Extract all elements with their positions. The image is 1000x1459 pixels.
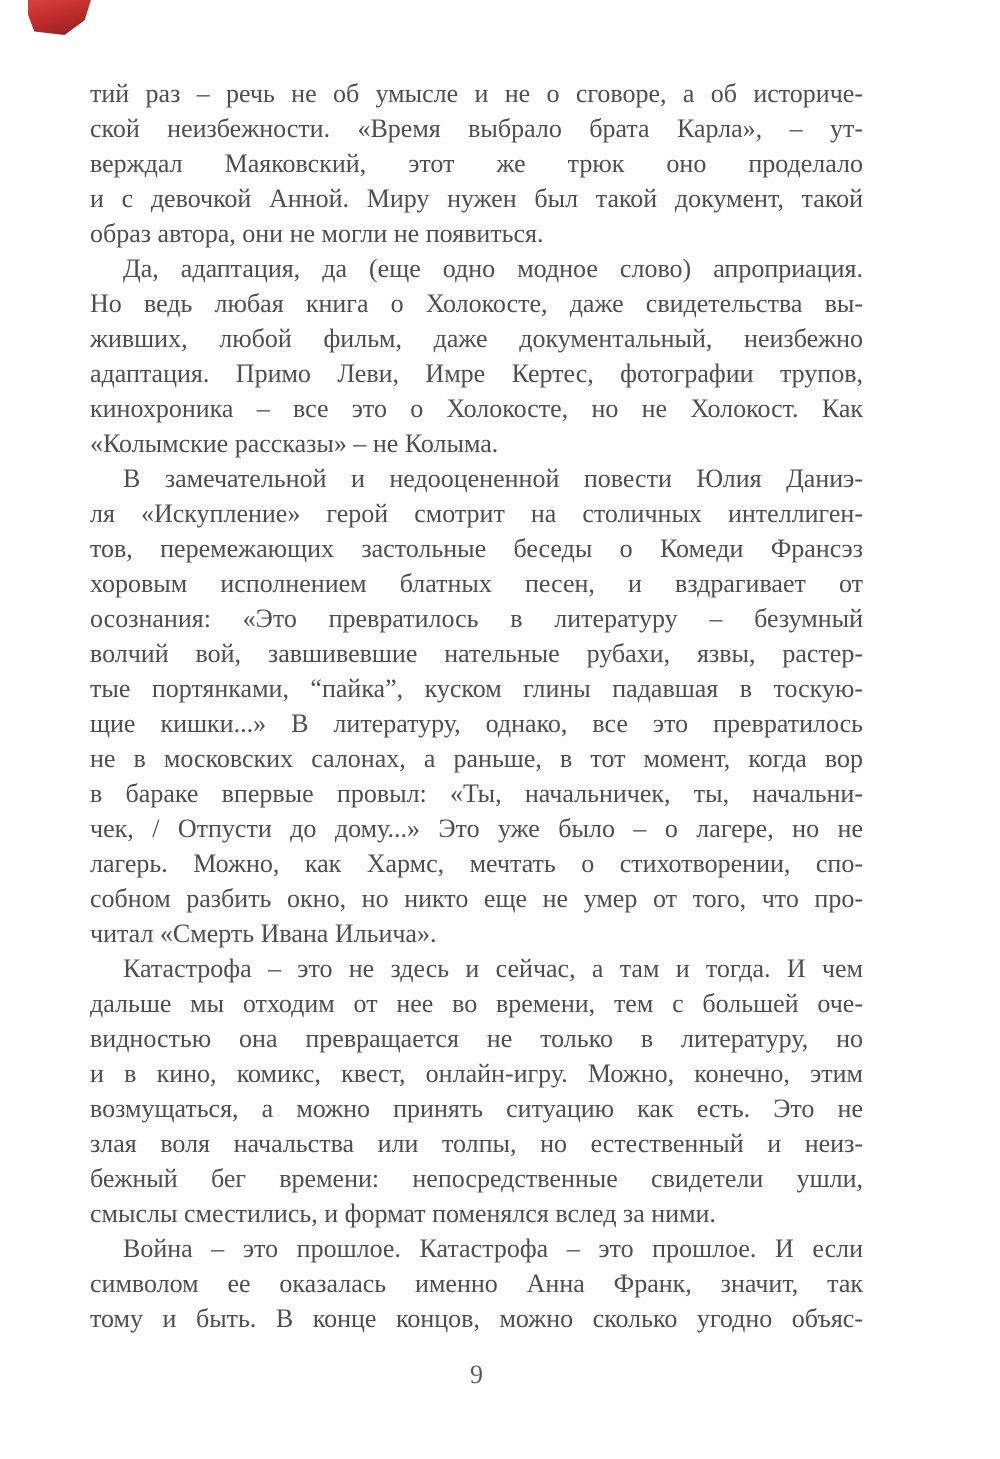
text-line: Катастрофа – это не здесь и сейчас, а там и тогда. И чем [123,954,863,983]
text-line: живших, любой фильм, даже документальный, неизбежно [90,324,863,353]
text-line: смыслы сместились, и формат поменялся вслед за ними. [90,1199,716,1228]
text-line: лагерь. Можно, как Хармс, мечтать о стихотворении, спо- [90,849,863,878]
text-line: тов, перемежающих застольные беседы о Комеди Франсэз [90,534,863,563]
text-line: образ автора, они не могли не появиться. [90,219,544,248]
text-line: и с девочкой Анной. Миру нужен был такой документ, такой [90,184,863,213]
text-line: ля «Искупление» герой смотрит на столичных интеллиген- [90,499,863,528]
page-number: 9 [470,1360,483,1389]
text-line: бежный бег времени: непосредственные свидетели ушли, [90,1164,863,1193]
text-line: чек, / Отпусти до дому...» Это уже было – о лагере, но не [90,814,863,843]
text-line: Война – это прошлое. Катастрофа – это прошлое. И если [123,1234,863,1263]
text-line: кинохроника – все это о Холокосте, но не Холокост. Как [90,394,863,423]
text-line: Но ведь любая книга о Холокосте, даже свидетельства вы- [90,289,863,318]
text-line: и в кино, комикс, квест, онлайн-игру. Можно, конечно, этим [90,1059,863,1088]
text-line: волчий вой, завшивевшие нательные рубахи, язвы, растер- [90,639,863,668]
text-line: собном разбить окно, но никто еще не умер от того, что про- [90,884,863,913]
text-line: тому и быть. В конце концов, можно сколько угодно объяс- [90,1304,863,1333]
text-line: щие кишки...» В литературу, однако, все это превратилось [90,709,863,738]
text-line: В замечательной и недооцененной повести Юлия Даниэ- [123,464,863,493]
page-text [90,76,863,1336]
text-line: осознания: «Это превратилось в литературу – безумный [90,604,863,633]
text-line: видностью она превращается не только в литературу, но [90,1024,863,1053]
text-line: читал «Смерть Ивана Ильича». [90,919,437,948]
text-line: Да, адаптация, да (еще одно модное слово) апроприация. [123,254,863,283]
text-line: символом ее оказалась именно Анна Франк, значит, так [90,1269,863,1298]
text-line: в бараке впервые провыл: «Ты, начальничек, ты, начальни- [90,779,863,808]
text-line: дальше мы отходим от нее во времени, тем с большей оче- [90,989,863,1018]
text-line: верждал Маяковский, этот же трюк оно проделало [90,149,863,178]
text-line: тий раз – речь не об умысле и не о сговоре, а об историче- [90,79,863,108]
text-line: не в московских салонах, а раньше, в тот момент, когда вор [90,744,863,773]
text-line: хоровым исполнением блатных песен, и вздрагивает от [90,569,863,598]
text-line: «Колымские рассказы» – не Колыма. [90,429,499,458]
text-line: возмущаться, а можно принять ситуацию как есть. Это не [90,1094,863,1123]
text-line: ской неизбежности. «Время выбрало брата Карла», – ут- [90,114,863,143]
text-line: злая воля начальства или толпы, но естественный и неиз- [90,1129,863,1158]
text-line: тые портянками, “пайка”, куском глины падавшая в тоскую- [90,674,863,703]
text-line: адаптация. Примо Леви, Имре Кертес, фотографии трупов, [90,359,863,388]
red-cover-corner-artifact [28,0,91,35]
